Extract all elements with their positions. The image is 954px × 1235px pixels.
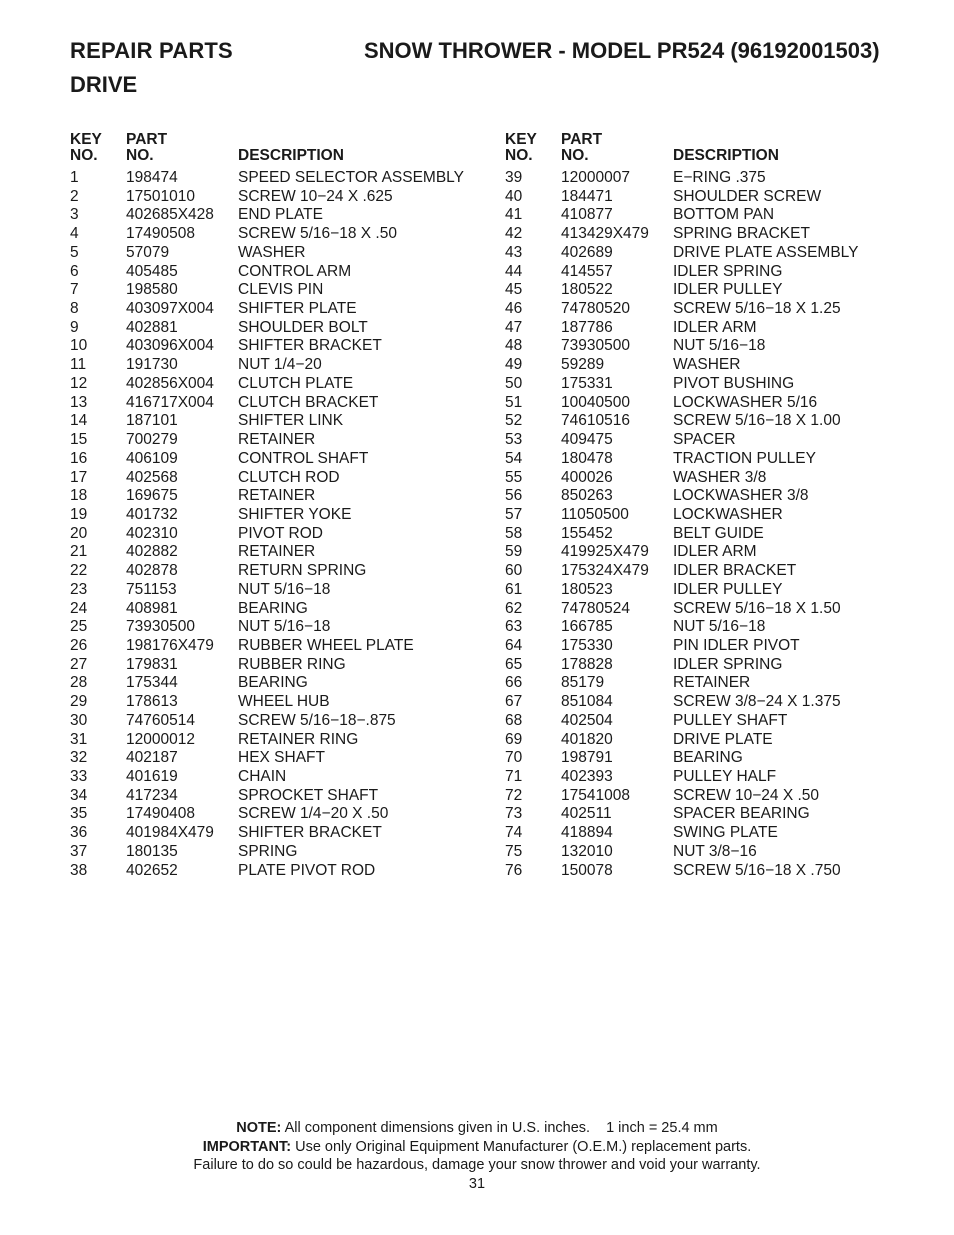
description-cell: HEX SHAFT — [238, 749, 325, 767]
page-title-right — [364, 38, 880, 64]
key-no-cell: 68 — [505, 711, 523, 729]
description-cell: SHIFTER PLATE — [238, 300, 357, 318]
description-cell: SCREW 10−24 X .50 — [673, 786, 820, 804]
part-no-cell: 180522 — [561, 281, 613, 299]
description-cell: IDLER BRACKET — [673, 562, 797, 580]
part-no-cell: 408981 — [126, 599, 178, 617]
part-no-cell: 187101 — [126, 412, 178, 430]
part-no-cell: 17541008 — [561, 786, 630, 804]
key-no-cell: 49 — [505, 356, 523, 374]
part-no-cell: 402856X004 — [126, 374, 214, 392]
key-no-cell: 22 — [70, 562, 88, 580]
part-no-cell: 166785 — [561, 618, 613, 636]
description-cell: PLATE PIVOT ROD — [238, 861, 376, 879]
description-cell: IDLER PULLEY — [673, 281, 783, 299]
key-no-cell: 38 — [70, 861, 88, 879]
key-no-cell: 42 — [505, 225, 523, 243]
part-no-cell: 409475 — [561, 431, 613, 449]
description-cell: BELT GUIDE — [673, 524, 764, 542]
part-no-cell: 178828 — [561, 655, 613, 673]
description-cell: RETAINER — [238, 487, 316, 505]
description-cell: WASHER 3/8 — [673, 468, 767, 486]
description-cell: CONTROL ARM — [238, 262, 352, 280]
part-no-cell: 10040500 — [561, 393, 630, 411]
description-cell: SCREW 5/16−18 X 1.00 — [673, 412, 841, 430]
key-no-cell: 14 — [70, 412, 88, 430]
key-no-cell: 53 — [505, 431, 523, 449]
part-no-cell: 700279 — [126, 431, 178, 449]
key-no-cell: 43 — [505, 243, 523, 261]
key-no-cell: 15 — [70, 431, 88, 449]
description-cell: NUT 3/8−16 — [673, 842, 757, 860]
description-cell: RETAINER RING — [238, 730, 359, 748]
part-no-cell: 191730 — [126, 356, 178, 374]
key-no-cell: 21 — [70, 543, 88, 561]
part-no-cell: 12000007 — [561, 169, 630, 186]
part-no-cell: 198474 — [126, 169, 178, 186]
key-no-cell: 10 — [70, 337, 88, 355]
part-no-cell: 175324X479 — [561, 562, 649, 580]
description-cell: BEARING — [238, 599, 308, 617]
description-cell: SHIFTER YOKE — [238, 505, 352, 523]
key-no-cell: 70 — [505, 749, 523, 767]
part-no-cell: 17501010 — [126, 187, 195, 205]
key-no-cell: 50 — [505, 374, 523, 392]
section-title: DRIVE — [70, 72, 138, 97]
description-cell: BOTTOM PAN — [673, 206, 775, 224]
key-no-cell: 18 — [70, 487, 88, 505]
description-cell: DRIVE PLATE ASSEMBLY — [673, 243, 859, 261]
description-cell: RUBBER RING — [238, 655, 346, 673]
key-no-cell: 6 — [70, 262, 79, 280]
part-no-cell: 402310 — [126, 524, 178, 542]
description-cell: CLUTCH ROD — [238, 468, 340, 486]
key-no-cell: 1 — [70, 169, 79, 186]
key-no-cell: 23 — [70, 580, 88, 598]
description-cell: SPACER BEARING — [673, 805, 810, 823]
part-no-cell: 402504 — [561, 711, 613, 729]
part-no-cell: 401984X479 — [126, 824, 214, 842]
key-no-cell: 27 — [70, 655, 88, 673]
description-cell: CLUTCH PLATE — [238, 374, 354, 392]
key-no-cell: 44 — [505, 262, 523, 280]
part-no-cell: 402689 — [561, 243, 613, 261]
part-no-cell: 405485 — [126, 262, 178, 280]
part-no-cell: 401619 — [126, 768, 178, 785]
description-cell: PULLEY HALF — [673, 768, 777, 785]
part-no-cell: 169675 — [126, 487, 178, 505]
key-no-cell: 51 — [505, 393, 523, 411]
part-no-cell: 180523 — [561, 580, 613, 598]
description-cell: BEARING — [238, 674, 308, 692]
description-cell: WHEEL HUB — [238, 693, 330, 711]
description-cell: TRACTION PULLEY — [673, 449, 816, 467]
description-cell: CHAIN — [238, 768, 287, 785]
description-cell: IDLER SPRING — [673, 262, 783, 280]
part-no-cell: 418894 — [561, 824, 613, 842]
key-no-cell: 41 — [505, 206, 523, 224]
key-no-cell: 76 — [505, 861, 523, 879]
part-no-cell: 402882 — [126, 543, 178, 561]
key-no-cell: 20 — [70, 524, 88, 542]
description-cell: PIVOT BUSHING — [673, 374, 795, 392]
part-no-cell: 850263 — [561, 487, 613, 505]
description-cell: CLEVIS PIN — [238, 281, 324, 299]
key-no-cell: 59 — [505, 543, 523, 561]
header-key-no: KEY NO. — [70, 131, 102, 164]
warning-line: Failure to do so could be hazardous, damage your snow thrower and void your warranty. — [193, 1157, 761, 1174]
part-no-cell: 198176X479 — [126, 636, 214, 654]
part-no-cell: 59289 — [561, 356, 605, 374]
key-no-cell: 36 — [70, 824, 88, 842]
key-no-cell: 58 — [505, 524, 523, 542]
key-no-cell: 28 — [70, 674, 88, 692]
part-no-cell: 416717X004 — [126, 393, 214, 411]
key-no-cell: 66 — [505, 674, 523, 692]
description-cell: BEARING — [673, 749, 743, 767]
description-cell: RETURN SPRING — [238, 562, 367, 580]
key-no-cell: 73 — [505, 805, 523, 823]
key-no-cell: 75 — [505, 842, 523, 860]
part-no-cell: 410877 — [561, 206, 613, 224]
key-no-cell: 62 — [505, 599, 523, 617]
part-no-cell: 180135 — [126, 842, 178, 860]
part-no-cell: 402878 — [126, 562, 178, 580]
part-no-cell: 401732 — [126, 505, 178, 523]
part-no-cell: 851084 — [561, 693, 613, 711]
description-cell: SPRING — [238, 842, 298, 860]
description-cell: SCREW 5/16−18 X 1.50 — [673, 599, 841, 617]
footer — [0, 1119, 954, 1193]
part-no-cell: 150078 — [561, 861, 613, 879]
key-no-cell: 7 — [70, 281, 79, 299]
description-cell: RETAINER — [673, 674, 751, 692]
description-cell: IDLER ARM — [673, 318, 757, 336]
part-no-cell: 179831 — [126, 655, 178, 673]
key-no-cell: 3 — [70, 206, 79, 224]
key-no-cell: 69 — [505, 730, 523, 748]
description-cell: NUT 5/16−18 — [238, 618, 331, 636]
description-cell: SCREW 1/4−20 X .50 — [238, 805, 389, 823]
key-no-cell: 74 — [505, 824, 523, 842]
part-no-cell: 17490508 — [126, 225, 195, 243]
description-cell: SCREW 5/16−18 X 1.25 — [673, 300, 841, 318]
key-no-cell: 11 — [70, 356, 87, 374]
key-no-cell: 61 — [505, 580, 523, 598]
key-no-cell: 32 — [70, 749, 88, 767]
description-cell: SHOULDER BOLT — [238, 318, 368, 336]
important-label: IMPORTANT: — [202, 1138, 292, 1155]
description-cell: NUT 5/16−18 — [238, 580, 331, 598]
note-line — [0, 1119, 954, 1138]
description-cell: SPEED SELECTOR ASSEMBLY — [238, 169, 464, 186]
description-cell: E−RING .375 — [673, 169, 766, 186]
key-no-cell: 45 — [505, 281, 523, 299]
note-text: All component dimensions given in U.S. inches. — [284, 1120, 591, 1136]
key-no-cell: 2 — [70, 187, 79, 205]
part-no-cell: 751153 — [126, 580, 177, 598]
model-name: PR524 — [656, 38, 725, 63]
page-number: 31 — [468, 1175, 486, 1192]
description-cell: RETAINER — [238, 543, 316, 561]
key-no-cell: 57 — [505, 505, 523, 523]
description-cell: SCREW 5/16−18−.875 — [238, 711, 396, 729]
part-no-cell: 180478 — [561, 449, 613, 467]
important-line — [0, 1138, 954, 1157]
description-cell: LOCKWASHER — [673, 505, 783, 523]
description-cell: WASHER — [673, 356, 741, 374]
key-no-cell: 52 — [505, 412, 523, 430]
part-no-cell: 403097X004 — [126, 300, 214, 318]
description-cell: WASHER — [238, 243, 306, 261]
part-no-cell: 12000012 — [126, 730, 195, 748]
description-cell: IDLER PULLEY — [673, 580, 783, 598]
part-no-cell: 155452 — [561, 524, 613, 542]
part-no-cell: 73930500 — [561, 337, 630, 355]
key-no-cell: 17 — [70, 468, 88, 486]
header-description: DESCRIPTION — [238, 147, 344, 164]
description-cell: RUBBER WHEEL PLATE — [238, 636, 414, 654]
part-no-cell: 402685X428 — [126, 206, 214, 224]
part-no-cell: 406109 — [126, 449, 178, 467]
part-no-cell: 402652 — [126, 861, 178, 879]
key-no-cell: 63 — [505, 618, 523, 636]
part-no-cell: 401820 — [561, 730, 613, 748]
description-cell: DRIVE PLATE — [673, 730, 773, 748]
part-no-cell: 85179 — [561, 674, 605, 692]
part-no-cell: 403096X004 — [126, 337, 214, 355]
key-no-cell: 29 — [70, 693, 88, 711]
description-cell: PULLEY SHAFT — [673, 711, 788, 729]
part-no-cell: 187786 — [561, 318, 613, 336]
description-cell: SHIFTER LINK — [238, 412, 344, 430]
description-cell: LOCKWASHER 3/8 — [673, 487, 809, 505]
part-no-cell: 402393 — [561, 768, 613, 785]
key-no-cell: 48 — [505, 337, 523, 355]
description-cell: CLUTCH BRACKET — [238, 393, 379, 411]
header-key-no: KEY NO. — [505, 131, 537, 164]
key-no-cell: 5 — [70, 243, 79, 261]
part-no-cell: 413429X479 — [561, 225, 649, 243]
key-no-cell: 67 — [505, 693, 523, 711]
key-no-cell: 31 — [70, 730, 88, 748]
key-no-cell: 12 — [70, 374, 88, 392]
description-cell: CONTROL SHAFT — [238, 449, 369, 467]
description-cell: RETAINER — [238, 431, 316, 449]
key-no-cell: 37 — [70, 842, 88, 860]
key-no-cell: 65 — [505, 655, 523, 673]
key-no-cell: 26 — [70, 636, 88, 654]
description-cell: PIN IDLER PIVOT — [673, 636, 800, 654]
description-cell: SPRING BRACKET — [673, 225, 810, 243]
part-no-cell: 419925X479 — [561, 543, 649, 561]
description-cell: SCREW 5/16−18 X .750 — [673, 861, 841, 879]
key-no-cell: 25 — [70, 618, 88, 636]
description-cell: NUT 5/16−18 — [673, 618, 766, 636]
part-no-cell: 17490408 — [126, 805, 195, 823]
description-cell: SPACER — [673, 431, 736, 449]
part-no-cell: 175330 — [561, 636, 613, 654]
key-no-cell: 72 — [505, 786, 523, 804]
description-cell: SCREW 10−24 X .625 — [238, 187, 393, 205]
key-no-cell: 4 — [70, 225, 79, 243]
description-cell: SCREW 3/8−24 X 1.375 — [673, 693, 841, 711]
key-no-cell: 33 — [70, 768, 88, 785]
part-no-cell: 74780524 — [561, 599, 630, 617]
important-text: Use only Original Equipment Manufacturer (O.E.M.) replacement parts. — [295, 1138, 752, 1155]
description-cell: IDLER ARM — [673, 543, 757, 561]
key-no-cell: 60 — [505, 562, 523, 580]
part-no-cell: 402568 — [126, 468, 178, 486]
key-no-cell: 40 — [505, 187, 523, 205]
page-title-left: REPAIR PARTS — [70, 38, 233, 63]
description-cell: SHOULDER SCREW — [673, 187, 822, 205]
description-cell: IDLER SPRING — [673, 655, 783, 673]
key-no-cell: 24 — [70, 599, 88, 617]
key-no-cell: 56 — [505, 487, 523, 505]
key-no-cell: 39 — [505, 169, 523, 186]
key-no-cell: 9 — [70, 318, 79, 336]
part-no-cell: 414557 — [561, 262, 613, 280]
part-no-cell: 175331 — [561, 374, 613, 392]
part-no-cell: 57079 — [126, 243, 170, 261]
header-part-no: PART NO. — [126, 131, 168, 164]
description-cell: SHIFTER BRACKET — [238, 824, 382, 842]
part-no-cell: 417234 — [126, 786, 178, 804]
key-no-cell: 35 — [70, 805, 88, 823]
part-no-cell: 175344 — [126, 674, 178, 692]
key-no-cell: 16 — [70, 449, 88, 467]
part-no-cell: 74780520 — [561, 300, 630, 318]
header-description: DESCRIPTION — [673, 147, 779, 164]
part-no-cell: 198580 — [126, 281, 178, 299]
note-label: NOTE: — [236, 1120, 282, 1136]
key-no-cell: 30 — [70, 711, 88, 729]
key-no-cell: 54 — [505, 449, 523, 467]
description-cell: LOCKWASHER 5/16 — [673, 393, 818, 411]
part-no-cell: 184471 — [561, 187, 613, 205]
description-cell: END PLATE — [238, 206, 323, 224]
description-cell: SCREW 5/16−18 X .50 — [238, 225, 397, 243]
key-no-cell: 47 — [505, 318, 523, 336]
key-no-cell: 13 — [70, 393, 88, 411]
part-no-cell: 73930500 — [126, 618, 195, 636]
part-no-cell: 132010 — [561, 842, 613, 860]
key-no-cell: 64 — [505, 636, 523, 654]
part-no-cell: 74610516 — [561, 412, 630, 430]
description-cell: NUT 1/4−20 — [238, 356, 322, 374]
description-cell: SWING PLATE — [673, 824, 778, 842]
part-no-cell: 402511 — [561, 805, 612, 823]
part-no-cell: 402881 — [126, 318, 178, 336]
key-no-cell: 55 — [505, 468, 523, 486]
part-no-cell: 178613 — [126, 693, 178, 711]
model-code: (96192001503) — [730, 38, 880, 63]
part-no-cell: 198791 — [561, 749, 613, 767]
key-no-cell: 8 — [70, 300, 79, 318]
conversion-text: 1 inch = 25.4 mm — [606, 1120, 718, 1136]
description-cell: SPROCKET SHAFT — [238, 786, 379, 804]
description-cell: PIVOT ROD — [238, 524, 323, 542]
part-no-cell: 402187 — [126, 749, 178, 767]
key-no-cell: 71 — [505, 768, 523, 785]
description-cell: NUT 5/16−18 — [673, 337, 766, 355]
key-no-cell: 46 — [505, 300, 523, 318]
part-no-cell: 74760514 — [126, 711, 195, 729]
key-no-cell: 34 — [70, 786, 88, 804]
key-no-cell: 19 — [70, 505, 88, 523]
header-part-no: PART NO. — [561, 131, 603, 164]
part-no-cell: 400026 — [561, 468, 613, 486]
description-cell: SHIFTER BRACKET — [238, 337, 382, 355]
model-prefix: SNOW THROWER - MODEL — [364, 38, 651, 63]
part-no-cell: 11050500 — [561, 505, 629, 523]
